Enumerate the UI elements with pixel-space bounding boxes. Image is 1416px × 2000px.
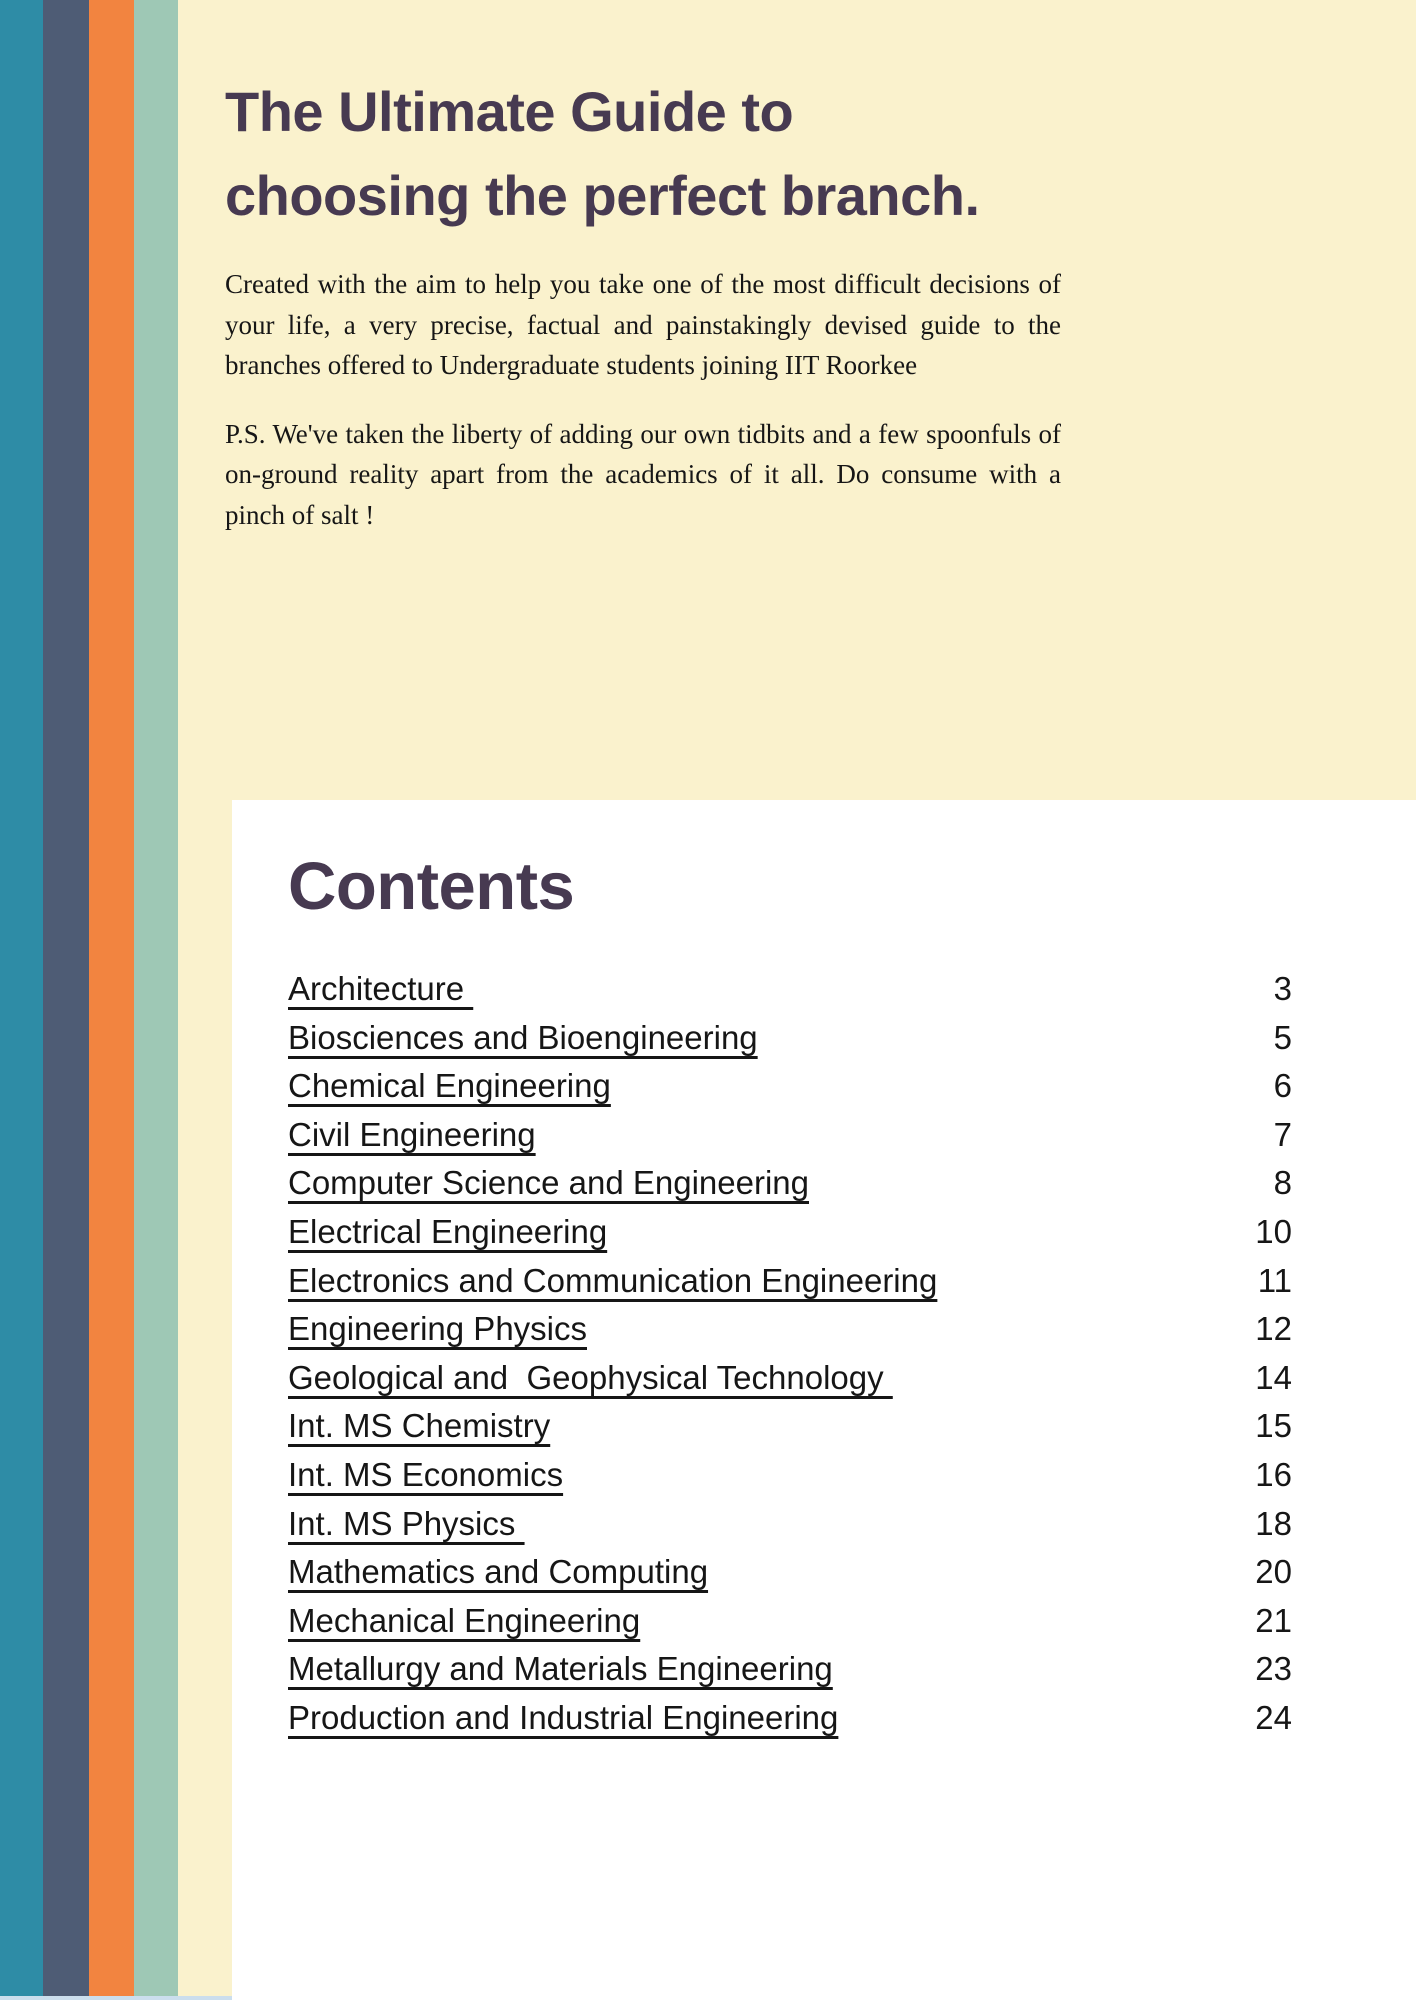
toc-link-computer-science-and-engineering[interactable]: Computer Science and Engineering	[288, 1164, 809, 1202]
toc-page-number: 20	[1255, 1553, 1292, 1591]
toc-page-number: 14	[1255, 1358, 1292, 1396]
toc-page-number: 5	[1273, 1018, 1292, 1056]
toc-page-number: 7	[1273, 1115, 1292, 1153]
toc-page-number: 21	[1255, 1601, 1292, 1639]
page-bottom-edge	[0, 1996, 233, 2000]
toc-link-electrical-engineering[interactable]: Electrical Engineering	[288, 1212, 608, 1250]
contents-card	[232, 800, 1416, 2000]
toc-page-number: 11	[1257, 1261, 1292, 1299]
toc-link-engineering-physics[interactable]: Engineering Physics	[288, 1310, 587, 1348]
stripe-slate	[43, 0, 89, 2000]
toc-link-mechanical-engineering[interactable]: Mechanical Engineering	[288, 1601, 641, 1639]
toc-page-number: 6	[1273, 1067, 1292, 1105]
toc-row	[288, 1116, 1292, 1165]
toc-row	[288, 1213, 1292, 1262]
toc-page-number: 18	[1255, 1504, 1292, 1542]
toc-row	[288, 970, 1292, 1019]
toc-link-metallurgy-and-materials-engineering[interactable]: Metallurgy and Materials Engineering	[288, 1650, 833, 1688]
toc-page-number: 24	[1255, 1698, 1292, 1736]
toc-page-number: 12	[1255, 1310, 1292, 1348]
toc-page-number: 8	[1273, 1164, 1292, 1202]
toc-link-mathematics-and-computing[interactable]: Mathematics and Computing	[288, 1553, 709, 1591]
toc-page-number: 3	[1273, 970, 1292, 1007]
toc-link-chemical-engineering[interactable]: Chemical Engineering	[288, 1067, 611, 1105]
toc-page-number: 23	[1255, 1650, 1292, 1688]
toc-row	[288, 1505, 1292, 1554]
ps-paragraph: P.S. We've taken the liberty of adding our own tidbits and a few spoonfuls of on-ground reality apart from the academics of it all. Do consume with a pinch of salt !	[225, 418, 1061, 530]
stripe-sage	[134, 0, 178, 2000]
page-title	[225, 70, 1105, 238]
toc-page-number: 16	[1255, 1455, 1292, 1493]
stripe-orange	[89, 0, 134, 2000]
toc-row	[288, 1456, 1292, 1505]
toc-page-number: 15	[1255, 1407, 1292, 1445]
toc-link-production-and-industrial-engineering[interactable]: Production and Industrial Engineering	[288, 1698, 839, 1736]
toc-row	[288, 1067, 1292, 1116]
toc-link-biosciences-and-bioengineering[interactable]: Biosciences and Bioengineering	[288, 1018, 758, 1056]
toc-row	[288, 1164, 1292, 1213]
toc-link-int-ms-economics[interactable]: Int. MS Economics	[288, 1455, 564, 1493]
stripe-teal	[0, 0, 43, 2000]
toc-link-int-ms-chemistry[interactable]: Int. MS Chemistry	[288, 1407, 551, 1445]
toc-link-geological-and-geophysical-technology[interactable]: Geological and Geophysical Technology	[288, 1358, 893, 1396]
toc-list	[288, 970, 1292, 1748]
page-title-line2: choosing the perfect branch.	[225, 164, 980, 227]
toc-link-architecture[interactable]: Architecture	[288, 970, 474, 1007]
toc-link-electronics-and-communication-engineering[interactable]: Electronics and Communication Engineering	[288, 1261, 938, 1299]
contents-heading: Contents	[288, 849, 575, 924]
intro-paragraph: Created with the aim to help you take one of the most difficult decisions of your life, a very precise, factual and painstakingly devised guide to the branches offered to Undergraduate students joining IIT Roorkee	[225, 269, 1061, 380]
toc-row	[288, 1359, 1292, 1408]
page-title-line1: The Ultimate Guide to	[225, 80, 794, 143]
toc-row	[288, 1407, 1292, 1456]
toc-row	[288, 1699, 1292, 1748]
toc-row	[288, 1650, 1292, 1699]
toc-row	[288, 1310, 1292, 1359]
toc-row	[288, 1019, 1292, 1068]
toc-row	[288, 1602, 1292, 1651]
toc-link-int-ms-physics[interactable]: Int. MS Physics	[288, 1504, 525, 1542]
toc-page-number: 10	[1255, 1212, 1292, 1250]
intro-text-block	[225, 264, 1061, 535]
toc-row	[288, 1262, 1292, 1311]
toc-row	[288, 1553, 1292, 1602]
toc-link-civil-engineering[interactable]: Civil Engineering	[288, 1115, 536, 1153]
